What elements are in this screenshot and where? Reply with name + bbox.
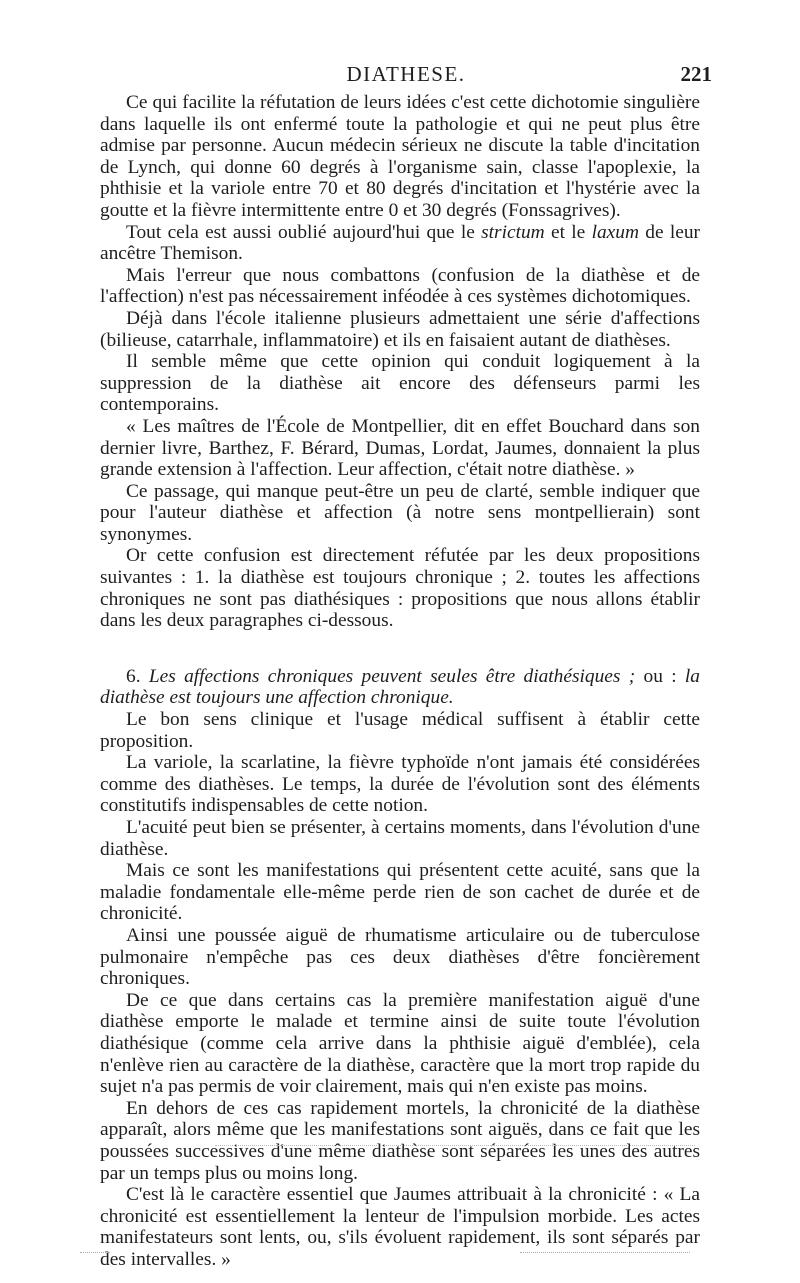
bleed-through-noise: [520, 1252, 690, 1257]
paragraph-passage: Ce passage, qui manque peut-être un peu de clarté, semble indiquer que pour l'auteur diathèse et affection (à notre sens montpellierain) sont synonymes.: [100, 480, 700, 545]
paragraph-variole: La variole, la scarlatine, la fièvre typhoïde n'ont jamais été considérées comme des diathèses. Le temps, la durée de l'évolution sont des éléments constitutifs indispensables de cette notion.: [100, 752, 700, 817]
paragraph-rhumatisme: Ainsi une poussée aiguë de rhumatisme articulaire ou de tuberculose pulmonaire n'empêche pas ces deux diathèses d'être foncièrement chroniques.: [100, 924, 700, 990]
paragraph-propositions: Or cette confusion est directement réfutée par les deux propositions suivantes : 1. la diathèse est toujours chronique ; 2. toutes les affections chroniques ne sont pas diathésiques : propositions que nous allons établir dans les deux paragraphes ci-dessous.: [100, 545, 700, 632]
text-run: Tout cela est aussi oublié aujourd'hui que le: [126, 221, 482, 243]
paragraph-manifestations: Mais ce sont les manifestations qui présentent cette acuité, sans que la maladie fondamentale elle-même perde rien de son cachet de durée et de chronicité.: [100, 860, 700, 925]
italic-term-laxum: laxum: [591, 221, 639, 243]
text-run: et le: [544, 221, 592, 243]
bleed-through-noise: [215, 1145, 695, 1160]
paragraph-acuite: L'acuité peut bien se présenter, à certains moments, dans l'évolution d'une diathèse.: [100, 817, 700, 860]
running-title: DIATHESE.: [346, 62, 466, 86]
paragraph-ecole-italienne: Déjà dans l'école italienne plusieurs admettaient une série d'affections (bilieuse, catarrhale, inflammatoire) et ils en faisaient autant de diathèses.: [100, 307, 700, 351]
paragraph-opinion: Il semble même que cette opinion qui conduit logiquement à la suppression de la diathèse ait encore des défenseurs parmi les contemporains.: [100, 351, 700, 416]
paragraph-themison: [100, 222, 700, 265]
text-run: de leur ancêtre Themison.: [100, 221, 700, 265]
paragraph-dichotomie: Ce qui facilite la réfutation de leurs idées c'est cette dichotomie singulière dans laquelle ils ont enfermé toute la pathologie et qui ne peut plus être admise par personne. Aucun médecin sérieux ne discute la table d'incitation de Lynch, qui donne 60 degrés à l'organisme sain, classe l'apoplexie, la phthisie et la variole entre 70 et 80 degrés d'incitation et l'hystérie avec la goutte et la fièvre intermittente entre 0 et 30 degrés (Fonssagrives).: [100, 92, 700, 221]
section-heading-6: [100, 666, 700, 709]
paragraph-jaumes: C'est là le caractère essentiel que Jaumes attribuait à la chronicité : « La chronicité est essentiellement la lenteur de l'impulsion morbide. Les actes manifestateurs sont lents, ou, s'ils évoluent rapidement, ils sont séparés par des intervalles. »: [100, 1184, 700, 1270]
paragraph-premiere-manifestation: De ce que dans certains cas la première manifestation aiguë d'une diathèse emporte le malade et termine ainsi de suite toute l'évolution diathésique (comme cela arrive dans la phthisie aiguë d'emblée), cela n'enlève rien au caractère de la diathèse, caractère que la mort trop rapide du sujet n'a pas permis de voir clairement, mais qui n'en existe pas moins.: [100, 989, 700, 1098]
body-text: [100, 92, 700, 1270]
running-header: [100, 62, 712, 92]
paragraph-bon-sens: Le bon sens clinique et l'usage médical suffisent à établir cette proposition.: [100, 709, 700, 752]
paragraph-bouchard-quote: « Les maîtres de l'École de Montpellier, dit en effet Bouchard dans son dernier livre, Barthez, F. Bérard, Dumas, Lordat, Jaumes, donnaient la plus grande extension à l'affection. Leur affection, c'était notre diathèse. »: [100, 415, 700, 481]
section-title-part2: la diathèse est toujours une affection chronique.: [100, 665, 700, 709]
bleed-through-noise: [80, 1252, 110, 1257]
section-title-part1: Les affections chroniques peuvent seules être diathésiques ;: [148, 665, 636, 687]
italic-term-strictum: strictum: [481, 221, 545, 243]
paragraph-cas-mortels: En dehors de ces cas rapidement mortels, la chronicité de la diathèse apparaît, alors même que les manifestations sont aiguës, dans ce fait que les poussées successives d'une même diathèse sont séparées les unes des autres par un temps plus ou moins long.: [100, 1097, 700, 1184]
section-number: 6.: [126, 665, 149, 687]
text-run: ou :: [635, 665, 685, 687]
paragraph-erreur: Mais l'erreur que nous combattons (confusion de la diathèse et de l'affection) n'est pas nécessairement inféodée à ces systèmes dichotomiques.: [100, 264, 700, 308]
page-number: 221: [680, 62, 712, 86]
